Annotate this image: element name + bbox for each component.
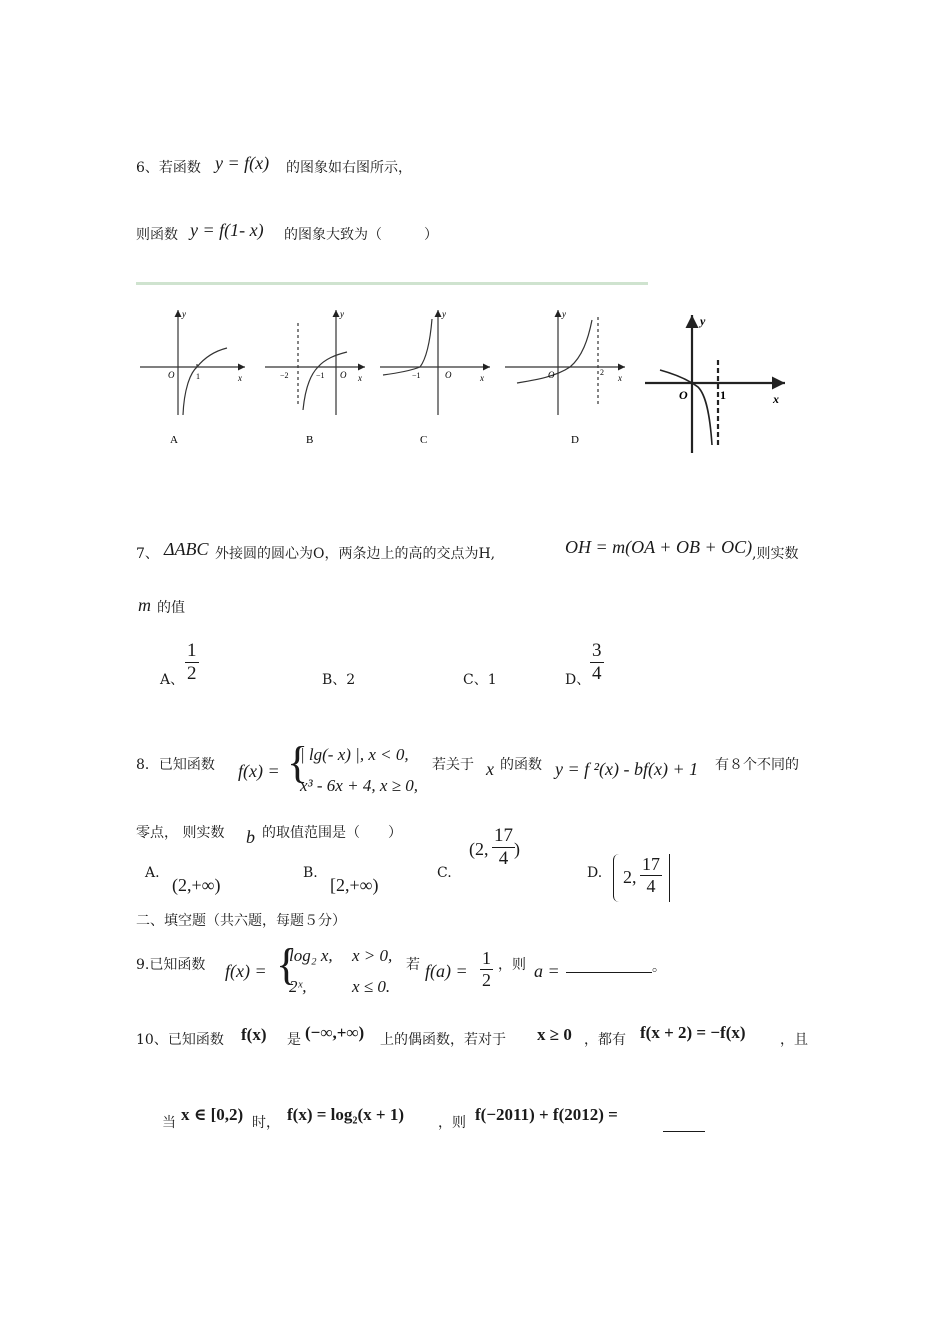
graph-b-tick-neg2: −2 bbox=[280, 371, 289, 380]
q9-number: 9.已知函数 bbox=[136, 957, 206, 973]
q8-option-a-value: (2,+∞) bbox=[172, 875, 221, 895]
graph-b-tick-neg1: −1 bbox=[316, 371, 325, 380]
q8-option-d-denominator: 4 bbox=[646, 875, 656, 896]
graph-b-origin: O bbox=[340, 370, 347, 380]
q9-a-equals: a = bbox=[534, 961, 560, 981]
q7-text1: 外接圆的圆心为O，两条边上的高的交点为H, bbox=[215, 546, 496, 562]
graph-d-y-label: y bbox=[562, 309, 566, 319]
q8-option-c-label: C. bbox=[437, 865, 452, 881]
graph-c-tick-neg1: −1 bbox=[412, 371, 421, 380]
q8-equation: y = f ²(x) - bf(x) + 1 bbox=[555, 759, 699, 779]
q9-answer-blank bbox=[566, 972, 652, 973]
q8-case2: x³ - 6x + 4, x ≥ 0, bbox=[300, 776, 418, 795]
q8-option-c-prefix: (2, bbox=[469, 839, 489, 859]
reference-graph-y-label: y bbox=[700, 314, 706, 328]
graph-a-label: A bbox=[170, 434, 178, 446]
graph-d-tick-2: 2 bbox=[600, 368, 604, 377]
q7-number: 7、 bbox=[136, 546, 159, 562]
q10-equation1: f(x + 2) = −f(x) bbox=[640, 1023, 746, 1042]
q10-text4: 时， bbox=[252, 1115, 280, 1131]
q7-option-c: C、1 bbox=[463, 672, 497, 688]
reference-graph-x-label: x bbox=[773, 392, 779, 406]
q8-b: b bbox=[246, 827, 255, 847]
q8-number: 8．已知函数 bbox=[136, 757, 215, 773]
q6-line1-math: y = f(x) bbox=[215, 153, 270, 173]
q7-option-d-denominator: 4 bbox=[592, 662, 602, 684]
q7-text2: ,则实数 bbox=[752, 546, 799, 562]
q9-fa: f(a) = bbox=[425, 961, 468, 981]
q8-option-b-value: [2,+∞) bbox=[330, 875, 379, 895]
q7-option-d-numerator: 3 bbox=[592, 640, 602, 661]
q10-fx: f(x) bbox=[241, 1025, 267, 1044]
q7-text3: 的值 bbox=[157, 600, 185, 616]
graph-c-origin: O bbox=[445, 370, 452, 380]
q9-fraction bbox=[480, 948, 493, 990]
q7-equation: OH = m(OA + OB + OC) bbox=[565, 537, 753, 557]
graph-d-origin: O bbox=[548, 370, 555, 380]
q7-triangle: ΔABC bbox=[164, 539, 209, 559]
graph-c-x-label: x bbox=[480, 373, 484, 383]
q9-end: 。 bbox=[652, 959, 666, 975]
q10-text1: 上的偶函数，若对于 bbox=[380, 1032, 506, 1048]
q9-numerator: 1 bbox=[482, 948, 491, 968]
q9-text2: ，则 bbox=[498, 957, 526, 973]
q9-case2-condition: x ≤ 0. bbox=[352, 977, 391, 996]
q8-case1: | lg(- x) |, x < 0, bbox=[300, 745, 409, 764]
graph-c bbox=[380, 310, 490, 415]
graph-d-label: D bbox=[571, 434, 579, 446]
q8-line2-suffix: 的取值范围是（ ） bbox=[262, 825, 402, 841]
q6-graphs-figure bbox=[130, 295, 810, 475]
q8-option-c-numerator: 17 bbox=[494, 825, 513, 846]
q8-option-c-fraction bbox=[492, 825, 515, 870]
q9-brace: { bbox=[276, 940, 298, 989]
q7-option-d-label: D、 bbox=[565, 672, 591, 688]
q8-brace: { bbox=[287, 738, 309, 787]
q6-line2-prefix: 则函数 bbox=[136, 227, 178, 243]
q8-option-d-prefix: 2, bbox=[623, 867, 637, 887]
q6-divider-line bbox=[136, 282, 648, 285]
graph-d bbox=[505, 310, 625, 415]
q7-option-a-denominator: 2 bbox=[187, 662, 197, 684]
q10-line2-prefix: 当 bbox=[162, 1115, 176, 1131]
section-2-heading: 二、填空题（共六题，每题５分） bbox=[136, 913, 346, 929]
q8-text3: 有８个不同的 bbox=[715, 757, 799, 773]
q10-answer-blank bbox=[663, 1131, 705, 1132]
q10-text5: ，则 bbox=[438, 1115, 466, 1131]
q10-number: 10、已知函数 bbox=[136, 1032, 224, 1048]
graph-d-x-label: x bbox=[618, 373, 622, 383]
q7-option-a-fraction bbox=[185, 640, 199, 685]
q9-denominator: 2 bbox=[482, 969, 491, 990]
q8-option-b-label: B. bbox=[303, 865, 318, 881]
reference-graph-origin: O bbox=[679, 388, 688, 402]
q8-text1: 若关于 bbox=[432, 757, 474, 773]
q10-domain: (−∞,+∞) bbox=[305, 1023, 365, 1042]
q8-line2-prefix: 零点， 则实数 bbox=[136, 825, 225, 841]
q8-option-d-label: D. bbox=[587, 865, 603, 881]
graph-c-y-label: y bbox=[442, 309, 446, 319]
q8-option-d-numerator: 17 bbox=[642, 854, 660, 874]
q10-equation3: f(−2011) + f(2012) = bbox=[475, 1105, 618, 1124]
q6-line1-suffix: 的图象如右图所示， bbox=[286, 160, 412, 176]
q10-text3: ，且 bbox=[780, 1032, 808, 1048]
graph-b-label: B bbox=[306, 434, 314, 446]
graph-a-tick-1: 1 bbox=[196, 372, 200, 381]
graph-b-y-label: y bbox=[340, 309, 344, 319]
q8-text2: 的函数 bbox=[500, 757, 542, 773]
q8-x: x bbox=[486, 759, 494, 779]
q10-is: 是 bbox=[287, 1032, 301, 1048]
q8-option-d-fraction bbox=[640, 854, 662, 896]
reference-graph-tick-1: 1 bbox=[720, 388, 726, 402]
graph-b-x-label: x bbox=[358, 373, 362, 383]
q7-m: m bbox=[138, 595, 151, 615]
q6-line1-prefix: 6、若函数 bbox=[136, 160, 201, 176]
graph-a-origin: O bbox=[168, 370, 175, 380]
graph-b bbox=[265, 310, 365, 415]
q8-option-a-label: A. bbox=[145, 865, 160, 881]
q8-option-c-suffix: ) bbox=[514, 839, 520, 859]
q9-case1-expression: log₂ x, bbox=[289, 946, 333, 965]
graph-a-x-label: x bbox=[238, 373, 242, 383]
q9-text1: 若 bbox=[406, 957, 420, 973]
q10-text2: ，都有 bbox=[584, 1032, 626, 1048]
q7-option-a-numerator: 1 bbox=[187, 640, 197, 661]
q9-case2-expression: 2ˣ, bbox=[289, 977, 307, 996]
q10-condition: x ≥ 0 bbox=[537, 1025, 572, 1044]
q8-option-c-denominator: 4 bbox=[498, 847, 509, 869]
graph-a-y-label: y bbox=[182, 309, 186, 319]
q10-interval: x ∈ [0,2) bbox=[181, 1105, 244, 1124]
q7-option-a-label: A、 bbox=[160, 672, 185, 688]
q7-option-b: B、2 bbox=[322, 672, 356, 688]
q9-case1-condition: x > 0, bbox=[352, 946, 393, 965]
q10-equation2: f(x) = log₂(x + 1) bbox=[287, 1105, 404, 1124]
q9-fx: f(x) = bbox=[225, 961, 267, 981]
reference-graph bbox=[645, 315, 785, 453]
q6-line2-suffix: 的图象大致为（ ） bbox=[284, 227, 438, 243]
q7-option-d-fraction bbox=[590, 640, 604, 685]
graph-a bbox=[140, 310, 245, 415]
q8-fx: f(x) = bbox=[238, 761, 280, 781]
graph-c-label: C bbox=[420, 434, 428, 446]
q6-line2-math: y = f(1- x) bbox=[190, 220, 264, 240]
